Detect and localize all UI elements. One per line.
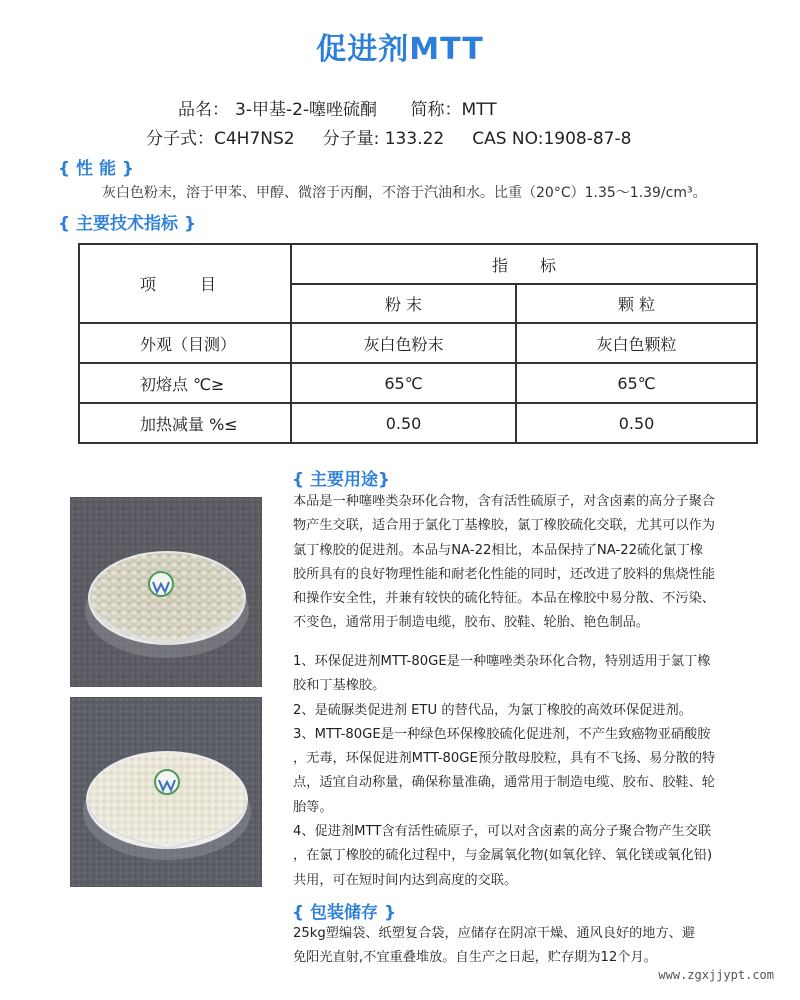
list-item: ，无毒，环保促进剂MTT-80GE预分散母胶粒，具有不飞扬、易分散的特: [293, 751, 716, 767]
text-line: 胶所具有的良好物理性能和耐老化性能的同时，还改进了胶料的焦烧性能: [293, 566, 715, 582]
granule-photo: [70, 497, 262, 687]
text-line: 25kg塑编袋、纸塑复合袋，应储存在阴凉干燥、通风良好的地方、避: [293, 926, 696, 941]
list-item: 胶和丁基橡胶。: [293, 678, 386, 694]
product-short-name: 简称：MTT: [410, 100, 497, 120]
list-item: 1、环保促进剂MTT-80GE是一种噻唑类杂环化合物，特别适用于氯丁橡: [293, 654, 711, 669]
table-row: [79, 363, 757, 403]
row-item: 加热减量 %≤: [79, 403, 291, 443]
row-powder: 0.50: [291, 403, 516, 443]
row-item: 外观（目测）: [79, 323, 291, 363]
table-row: [79, 323, 757, 363]
storage-text: [293, 922, 753, 971]
list-item: 共用，可在短时间内达到高度的交联。: [293, 872, 518, 888]
spec-table: [78, 243, 758, 444]
molecular-formula: 分子式：C4H7NS2: [146, 129, 295, 149]
text-line: 氯丁橡胶的促进剂。本品与NA-22相比，本品保持了NA-22硫化氯丁橡: [293, 542, 703, 558]
text-line: 物产生交联，适合用于氯化丁基橡胶，氯丁橡胶硫化交联，尤其可以作为: [293, 518, 715, 534]
table-row: [79, 403, 757, 443]
list-item: 点，适宜自动称量，确保称量准确，通常用于制造电缆、胶布、胶鞋、轮: [293, 775, 715, 791]
header-powder: 粉 末: [291, 284, 516, 323]
header-item: 项 目: [79, 244, 291, 323]
list-item: 3、MTT-80GE是一种绿色环保橡胶硫化促进剂，不产生致癌物亚硝酸胺: [293, 726, 711, 742]
header-index: 指 标: [291, 244, 757, 284]
molecular-weight: 分子量: 133.22: [322, 129, 445, 149]
section-storage-heading: { 包装储存 }: [292, 903, 397, 923]
list-item: 2、是硫脲类促进剂 ETU 的替代品，为氯丁橡胶的高效环保促进剂。: [293, 702, 692, 718]
product-formula-line: [146, 124, 659, 149]
product-name-line: [178, 95, 525, 120]
list-item: 胎等。: [293, 799, 333, 815]
row-granule: 灰白色颗粒: [516, 323, 757, 363]
usage-list: [293, 650, 753, 893]
header-granule: 颗 粒: [516, 284, 757, 323]
text-line: 和操作安全性，并兼有较快的硫化特征。本品在橡胶中易分散、不污染、: [293, 591, 715, 607]
powder-photo: [70, 697, 262, 887]
section-performance-heading: { 性 能 }: [58, 159, 134, 179]
usage-paragraph: [293, 490, 753, 636]
list-item: 4、促进剂MTT含有活性硫原子，可以对含卤素的高分子聚合物产生交联: [293, 824, 712, 840]
list-item: ，在氯丁橡胶的硫化过程中，与金属氧化物(如氧化锌、氧化镁或氧化铅): [293, 848, 713, 864]
row-powder: 灰白色粉末: [291, 323, 516, 363]
site-watermark: www.zgxjjypt.com: [658, 968, 774, 982]
section-tech-heading: { 主要技术指标 }: [58, 214, 197, 234]
powder-dish-image: [71, 698, 262, 887]
product-name: 品名： 3-甲基-2-噻唑硫酮: [178, 100, 378, 120]
row-powder: 65℃: [291, 363, 516, 403]
text-line: 本品是一种噻唑类杂环化合物，含有活性硫原子，对含卤素的高分子聚合: [293, 494, 715, 509]
page-title: 促进剂MTT: [316, 32, 484, 67]
cas-number: CAS NO:1908-87-8: [472, 129, 632, 149]
granule-dish-image: [71, 498, 262, 687]
performance-text: 灰白色粉末，溶于甲苯、甲醇、微溶于丙酮，不溶于汽油和水。比重（20°C）1.35～1.39/cm³。: [102, 185, 707, 201]
text-line: 不变色，通常用于制造电缆，胶布、胶鞋、轮胎、艳色制品。: [293, 615, 650, 631]
row-item: 初熔点 ℃≥: [79, 363, 291, 403]
section-usage-heading: { 主要用途}: [292, 470, 391, 490]
text-line: 免阳光直射,不宜重叠堆放。自生产之日起，贮存期为12个月。: [293, 950, 657, 966]
row-granule: 65℃: [516, 363, 757, 403]
row-granule: 0.50: [516, 403, 757, 443]
